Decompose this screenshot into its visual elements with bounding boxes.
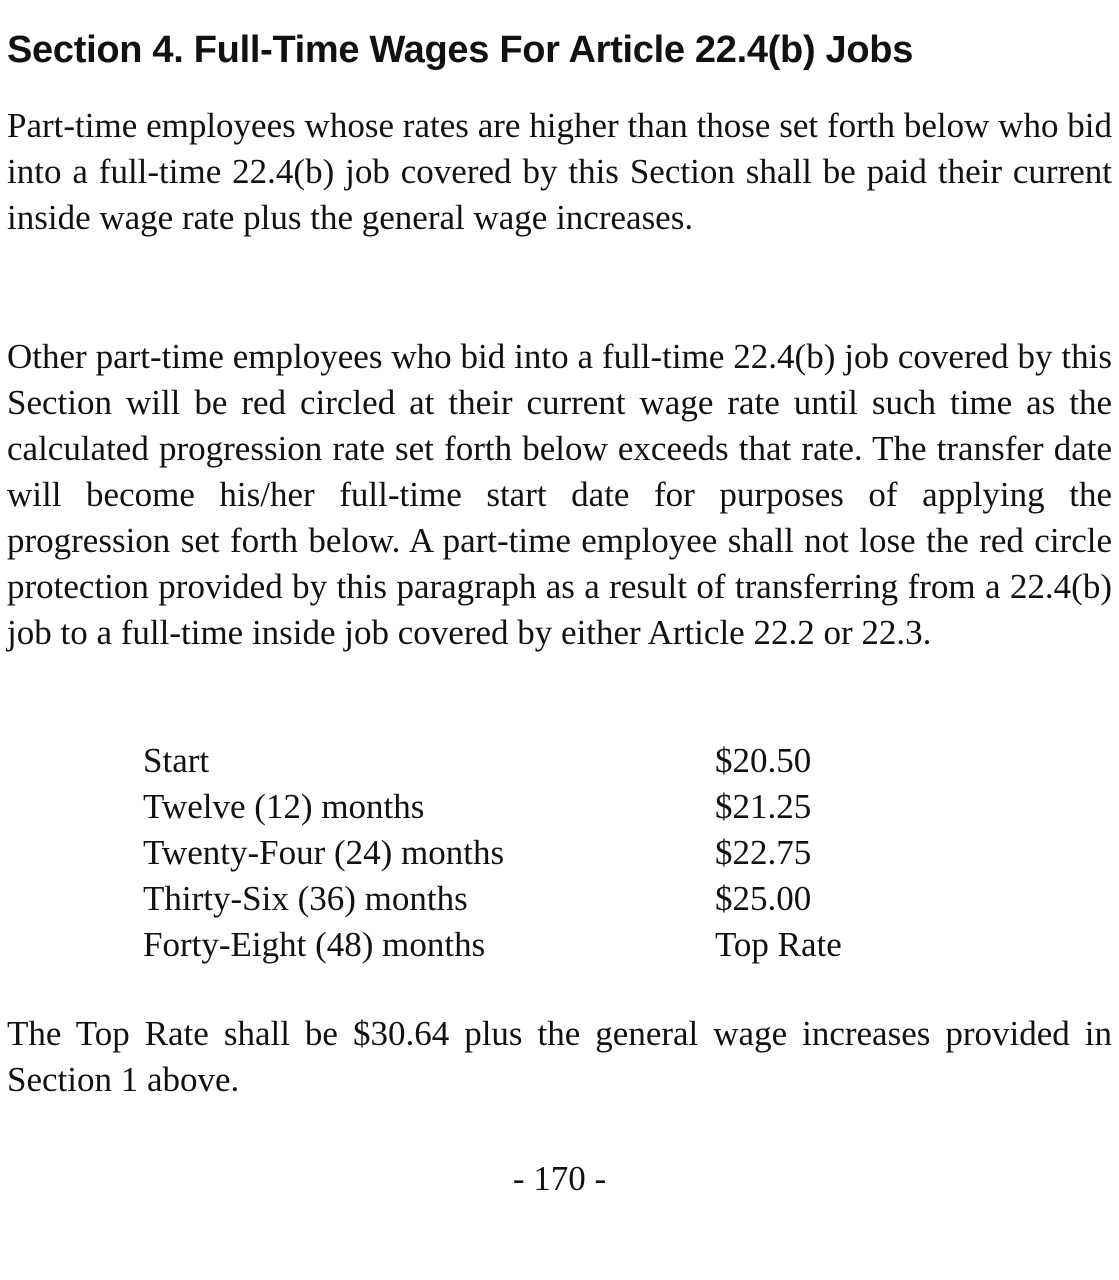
table-row xyxy=(143,784,842,830)
period-label: Forty-Eight (48) months xyxy=(143,925,486,964)
paragraph-top-rate: The Top Rate shall be $30.64 plus the general wage increases provided in Section 1 above. xyxy=(7,1014,1112,1099)
table-row xyxy=(143,738,842,784)
page-number: - 170 - xyxy=(512,1159,607,1198)
rate-value: $21.25 xyxy=(715,787,812,826)
rate-value: $20.50 xyxy=(715,741,812,780)
period-label: Thirty-Six (36) months xyxy=(143,879,468,918)
table-row xyxy=(143,922,842,968)
paragraph-higher-rate-employees: Part-time employees whose rates are higher than those set forth below who bid into a full-time 22.4(b) job covered by this Section shall be paid their current inside wage rate plus the general wage increases. xyxy=(7,106,1112,237)
period-label: Start xyxy=(143,741,210,780)
period-label: Twelve (12) months xyxy=(143,787,425,826)
document-page xyxy=(7,0,1112,1280)
paragraph-red-circle: Other part-time employees who bid into a full-time 22.4(b) job covered by this Section will be red circled at their current wage rate until such time as the calculated progression rate set forth below exceeds that rate. The transfer date will become his/her full-time start date for purposes of applying the progression set forth below. A part-time employee shall not lose the red circle protection provided by this paragraph as a result of transferring from a 22.4(b) job to a full-time inside job covered by either Article 22.2 or 22.3. xyxy=(7,337,1112,652)
rate-value: Top Rate xyxy=(715,925,842,964)
wage-progression-table xyxy=(143,738,842,968)
rate-value: $25.00 xyxy=(715,879,812,918)
section-heading: Section 4. Full-Time Wages For Article 22.4(b) Jobs xyxy=(7,29,914,71)
period-label: Twenty-Four (24) months xyxy=(143,833,505,872)
rate-value: $22.75 xyxy=(715,833,812,872)
table-row xyxy=(143,876,842,922)
table-row xyxy=(143,830,842,876)
